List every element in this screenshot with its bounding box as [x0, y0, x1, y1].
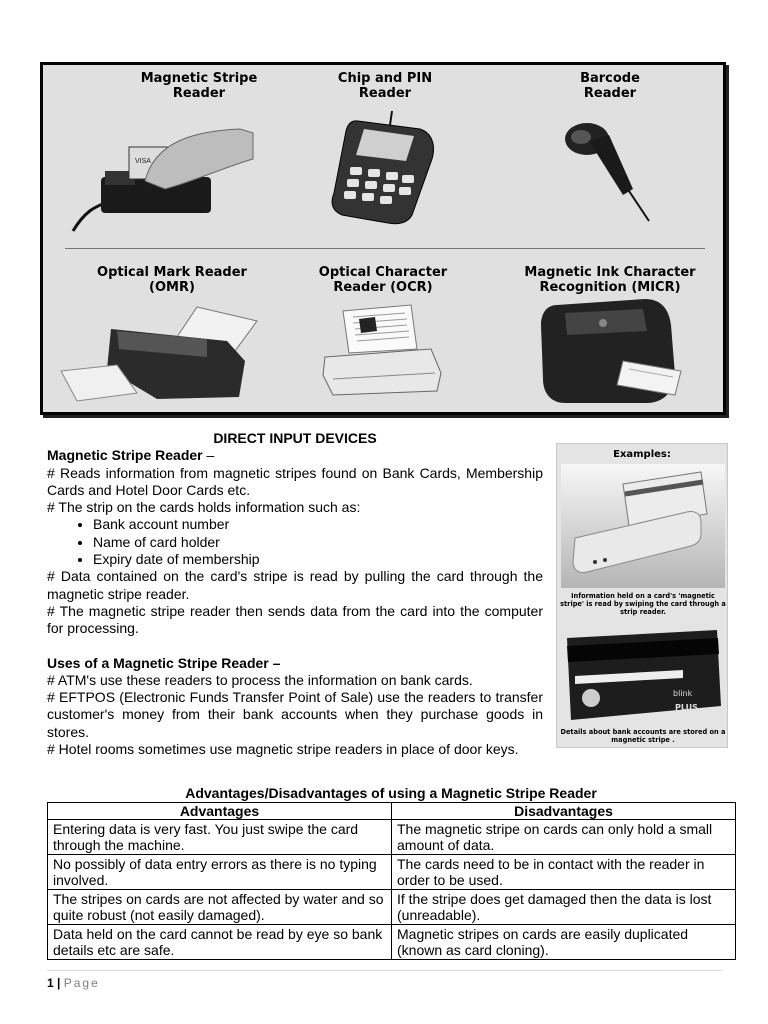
page-number: 1	[47, 976, 54, 990]
msr-paragraph-4: # The magnetic stripe reader then sends data from the card into the computer for processing.	[47, 602, 543, 637]
example-caption-2: Details about bank accounts are stored on a magnetic stripe .	[560, 728, 726, 744]
footer-separator: |	[53, 976, 64, 990]
table-cell: If the stripe does get damaged then the data is lost (unreadable).	[392, 890, 736, 925]
table-row	[48, 855, 736, 890]
device-label-magnetic-stripe: Magnetic Stripe Reader	[140, 71, 258, 101]
uses-heading: Uses of a Magnetic Stripe Reader –	[47, 654, 281, 671]
table-cell: Data held on the card cannot be read by eye so bank details etc are safe.	[48, 925, 392, 960]
device-label-micr: Magnetic Ink Character Recognition (MICR)	[524, 265, 696, 295]
uses-paragraph-3: # Hotel rooms sometimes use magnetic stripe readers in place of door keys.	[47, 741, 519, 758]
card-network-text: PLUS	[675, 703, 698, 712]
msr-heading-line	[47, 447, 543, 464]
device-label-omr: Optical Mark Reader (OMR)	[97, 265, 247, 295]
card-brand-text: blink	[673, 689, 693, 698]
msr-bullet-list	[47, 516, 543, 568]
table-cell: No possibly of data entry errors as there is no typing involved.	[48, 855, 392, 890]
column-header-advantages: Advantages	[48, 803, 392, 820]
table-cell: The magnetic stripe on cards can only hold a small amount of data.	[392, 820, 736, 855]
msr-paragraph-2: # The strip on the cards holds information such as:	[47, 499, 361, 516]
column-header-disadvantages: Disadvantages	[392, 803, 736, 820]
msr-heading: Magnetic Stripe Reader	[47, 447, 203, 464]
msr-paragraph-3: # Data contained on the card's stripe is read by pulling the card through the magnetic stripe reader.	[47, 568, 543, 602]
table-row	[48, 820, 736, 855]
uses-paragraph-2: # EFTPOS (Electronic Funds Transfer Point of Sale) use the readers to transfer customer's money from their bank accounts when they purchase goods in stores.	[47, 689, 543, 740]
msr-heading-dash: –	[202, 447, 215, 464]
main-text-column	[47, 430, 543, 758]
table-cell: The stripes on cards are not affected by water and so quite robust (not easily damaged).	[48, 890, 392, 925]
barcode-reader-image	[553, 111, 663, 227]
msr-paragraph-1: # Reads information from magnetic stripes found on Bank Cards, Membership Cards and Hotel Door Cards etc.	[47, 464, 543, 498]
device-label-barcode: Barcode Reader	[580, 71, 640, 101]
optical-character-reader-image	[319, 301, 449, 401]
table-cell: The cards need to be in contact with the reader in order to be used.	[392, 855, 736, 890]
device-label-ocr: Optical Character Reader (OCR)	[318, 265, 448, 295]
bank-card-back-photo	[563, 628, 723, 724]
table-cell: Entering data is very fast. You just swipe the card through the machine.	[48, 820, 392, 855]
micr-reader-image	[535, 291, 685, 409]
chip-and-pin-reader-image	[328, 111, 438, 227]
list-item: • Expiry date of membership	[93, 551, 543, 568]
page-word: Page	[63, 976, 100, 990]
table-cell: Magnetic stripes on cards are easily duplicated (known as card cloning).	[392, 925, 736, 960]
magnetic-stripe-reader-image	[65, 111, 265, 239]
uses-paragraph-1: # ATM's use these readers to process the information on bank cards.	[47, 671, 473, 688]
examples-title: Examples:	[613, 449, 671, 460]
device-label-chip-pin: Chip and PIN Reader	[337, 71, 433, 101]
examples-panel	[556, 443, 728, 748]
card-swipe-photo	[561, 464, 725, 588]
table-row	[48, 925, 736, 960]
list-item: • Bank account number	[93, 516, 543, 533]
page-footer	[47, 976, 100, 990]
input-devices-figure	[40, 62, 726, 415]
advantages-table-title: Advantages/Disadvantages of using a Magnetic Stripe Reader	[185, 785, 597, 801]
list-item: • Name of card holder	[93, 534, 543, 551]
table-row	[48, 890, 736, 925]
example-caption-1: Information held on a card's 'magnetic stripe' is read by swiping the card through a strip reader.	[560, 592, 726, 616]
panel-divider	[65, 248, 705, 249]
optical-mark-reader-image	[57, 301, 267, 405]
svg-text:VISA: VISA	[135, 158, 151, 165]
advantages-table	[47, 802, 736, 960]
section-title: DIRECT INPUT DEVICES	[213, 430, 377, 446]
footer-divider	[47, 970, 722, 971]
table-header-row	[48, 803, 736, 820]
